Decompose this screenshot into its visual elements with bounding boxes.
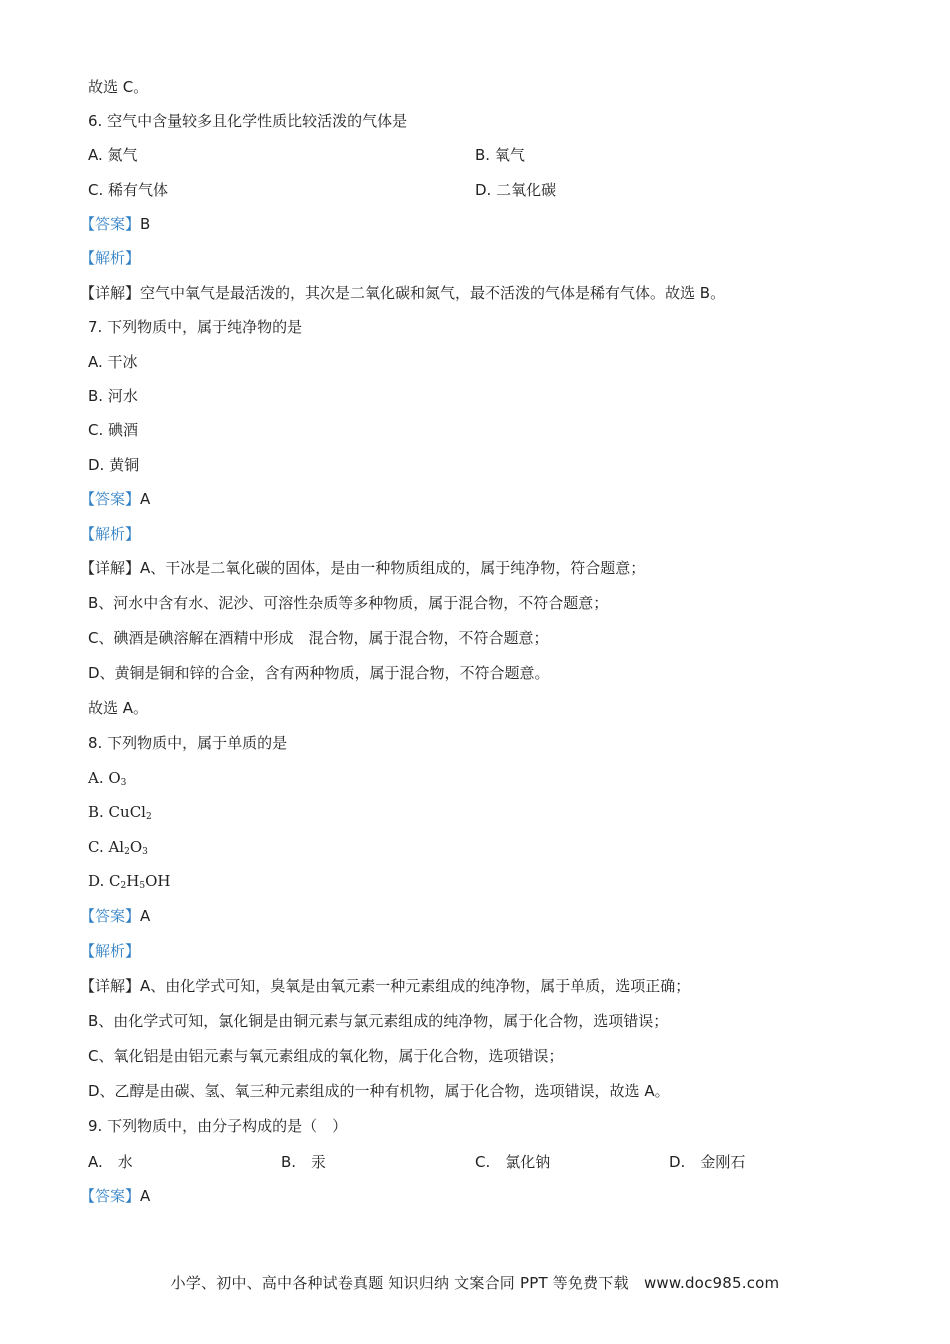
q7-option-b: B. 河水 — [88, 387, 138, 405]
answer-tag: 【答案】 — [80, 907, 141, 925]
q7-option-d: D. 黄铜 — [88, 456, 140, 474]
q8-option-d: D. $C_2H_5OH$ — [88, 872, 171, 891]
q7-analysis — [80, 524, 140, 544]
question-6: 6. 空气中含量较多且化学性质比较活泼的气体是 — [88, 112, 408, 130]
answer-tag: 【答案】 — [80, 490, 141, 508]
q7-detail-1 — [80, 558, 645, 578]
q7-option-c: C. 碘酒 — [88, 421, 139, 439]
detail-text: A、由化学式可知，臭氧是由氧元素一种元素组成的纯净物，属于单质，选项正确； — [140, 977, 691, 995]
q7-option-a: A. 干冰 — [88, 353, 138, 371]
q8-detail-3: C、氧化铝是由铝元素与氧元素组成的氧化物，属于化合物，选项错误； — [88, 1047, 564, 1065]
q7-detail-2: B、河水中含有水、泥沙、可溶性杂质等多种物质，属于混合物，不符合题意； — [88, 594, 609, 612]
q6-option-d: D. 二氧化碳 — [475, 181, 557, 199]
q9-option-d: D. 金刚石 — [669, 1153, 746, 1171]
question-9: 9. 下列物质中，由分子构成的是（ ） — [88, 1117, 348, 1135]
answer-tag: 【答案】 — [80, 215, 141, 233]
answer-value: A — [140, 490, 151, 508]
answer-tag: 【答案】 — [80, 1187, 141, 1205]
answer-value: A — [140, 907, 151, 925]
q8-option-b: B. CuCl$_2$ — [88, 803, 152, 822]
q9-option-a: A. 水 — [88, 1153, 133, 1171]
q8-analysis — [80, 941, 140, 961]
answer-value: B — [140, 215, 151, 233]
q9-option-b: B. 汞 — [281, 1153, 327, 1171]
q8-answer — [80, 906, 150, 926]
q8-option-a: A. $O_3$ — [88, 769, 127, 788]
q7-answer — [80, 489, 150, 509]
q6-option-b: B. 氧气 — [475, 146, 525, 164]
q6-answer — [80, 214, 150, 234]
q6-option-c: C. 稀有气体 — [88, 181, 169, 199]
analysis-tag: 【解析】 — [80, 525, 141, 543]
page-footer: 小学、初中、高中各种试卷真题 知识归纳 文案合同 PPT 等免费下载 www.doc985.com — [170, 1274, 780, 1292]
q8-option-c: C. $Al_2O_3$ — [88, 838, 148, 857]
q7-detail-3: C、碘酒是碘溶解在酒精中形成 混合物，属于混合物，不符合题意； — [88, 629, 549, 647]
detail-tag: 【详解】 — [80, 284, 141, 302]
analysis-tag: 【解析】 — [80, 249, 141, 267]
analysis-tag: 【解析】 — [80, 942, 141, 960]
q6-analysis — [80, 248, 140, 268]
q7-conclusion: 故选 A。 — [88, 699, 149, 717]
q8-detail-1 — [80, 976, 690, 996]
detail-tag: 【详解】 — [80, 977, 141, 995]
q9-option-c: C. 氯化钠 — [475, 1153, 551, 1171]
q8-detail-4: D、乙醇是由碳、氢、氧三种元素组成的一种有机物，属于化合物，选项错误，故选 A。 — [88, 1082, 670, 1100]
detail-text: 空气中氧气是最活泼的，其次是二氧化碳和氮气，最不活泼的气体是稀有气体。故选 B。 — [140, 284, 726, 302]
q8-detail-2: B、由化学式可知，氯化铜是由铜元素与氯元素组成的纯净物，属于化合物，选项错误； — [88, 1012, 669, 1030]
detail-text: A、干冰是二氧化碳的固体，是由一种物质组成的，属于纯净物，符合题意； — [140, 559, 646, 577]
q6-option-a: A. 氮气 — [88, 146, 138, 164]
conclusion-line: 故选 C。 — [88, 78, 149, 96]
q6-detail — [80, 283, 725, 303]
question-7: 7. 下列物质中，属于纯净物的是 — [88, 318, 303, 336]
detail-tag: 【详解】 — [80, 559, 141, 577]
answer-value: A — [140, 1187, 151, 1205]
q7-detail-4: D、黄铜是铜和锌的合金，含有两种物质，属于混合物，不符合题意。 — [88, 664, 550, 682]
q9-answer — [80, 1186, 150, 1206]
question-8: 8. 下列物质中，属于单质的是 — [88, 734, 288, 752]
